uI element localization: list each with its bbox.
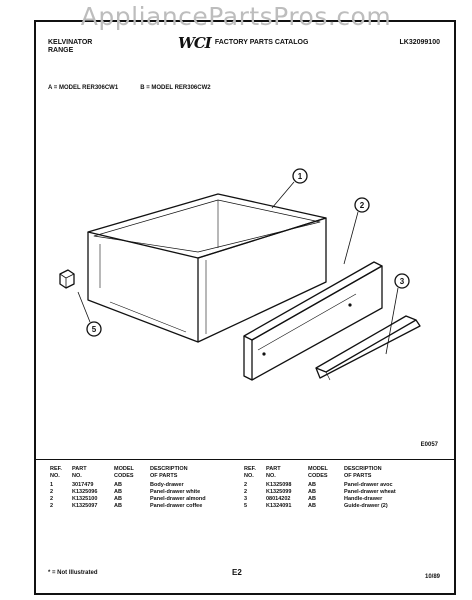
table-row: 2 K1325099 AB Panel-drawer wheat — [244, 489, 396, 495]
parts-header: REF. NO. PART NO. MODEL CODES DESCRIPTION OF PARTS — [244, 466, 382, 479]
callout-label-2: 2 — [359, 201, 365, 210]
callout-label-3: 3 — [399, 277, 405, 286]
footnote: * = Not Illustrated — [48, 570, 98, 576]
diagram-code: E0057 — [420, 442, 438, 448]
model-b: B = MODEL RER306CW2 — [140, 85, 211, 91]
brand-label — [48, 39, 92, 55]
catalog-title-text: FACTORY PARTS CATALOG — [214, 39, 309, 46]
table-row: 3 08014202 AB Handle-drawer — [244, 496, 383, 502]
callout-label-1: 1 — [297, 172, 303, 181]
page-number: E2 — [232, 568, 242, 577]
wci-logo: WCI — [178, 34, 211, 52]
divider — [36, 459, 454, 460]
table-row: 2 K1325098 AB Panel-drawer avoc — [244, 482, 393, 488]
drawer-panel — [244, 262, 382, 380]
table-row: 2 K1325096 AB Panel-drawer white — [50, 489, 201, 495]
table-row: 2 K1325097 AB Panel-drawer coffee — [50, 503, 203, 509]
model-legend — [48, 84, 211, 92]
parts-header: REF. NO. PART NO. MODEL CODES DESCRIPTION OF PARTS — [50, 466, 188, 479]
drawer-body — [88, 194, 326, 342]
parts-list-left — [50, 466, 246, 510]
brand-line-1: KELVINATOR — [48, 39, 93, 46]
catalog-number: LK32099100 — [399, 39, 440, 46]
catalog-title — [178, 36, 308, 50]
watermark: AppliancePartsPros.com — [80, 2, 392, 31]
callout-label-5: 5 — [91, 325, 97, 334]
brand-line-2: RANGE — [48, 47, 74, 54]
parts-list-right — [244, 466, 440, 510]
drawer-handle — [316, 316, 420, 380]
drawer-guide — [60, 270, 74, 288]
catalog-page — [34, 20, 456, 595]
exploded-parts-diagram — [36, 132, 454, 452]
table-row: 5 K1324091 AB Guide-drawer (2) — [244, 503, 388, 509]
model-a: A = MODEL RER306CW1 — [48, 85, 119, 91]
table-row: 2 K1325100 AB Panel-drawer almond — [50, 496, 206, 502]
revision-date: 10/89 — [424, 574, 440, 580]
table-row: 1 3017479 AB Body-drawer — [50, 482, 184, 488]
